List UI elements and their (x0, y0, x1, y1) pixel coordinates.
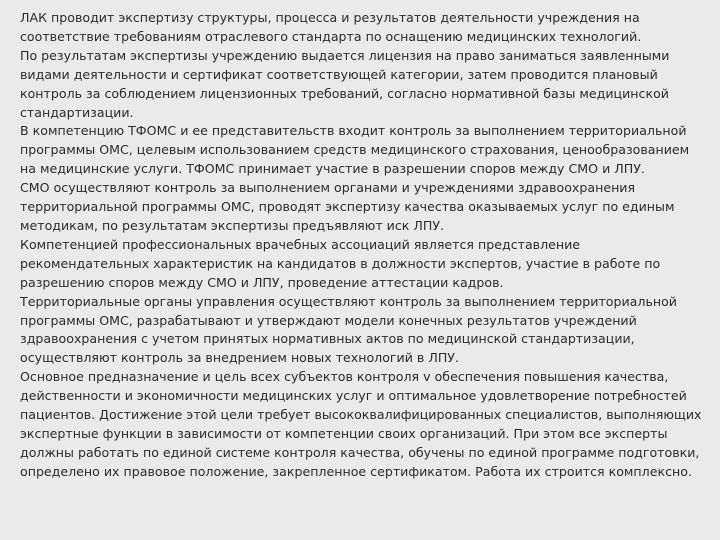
paragraph-professional-associations: Компетенцией профессиональных врачебных ассоциаций является представление рекомендательных характеристик на кандидатов в должности экспертов, участие в работе по разрешению споров между СМО и ЛПУ, проведение аттестации кадров. (20, 236, 661, 290)
paragraph-territorial-authorities: Территориальные органы управления осуществляют контроль за выполнением территориальной программы ОМС, разрабатывают и утверждают модели конечных результатов учреждений здравоохранения с учетом принятых нормативных актов по медицинской стандартизации, осуществляют контроль за внедрением новых технологий в ЛПУ. (20, 293, 677, 366)
document-text (20, 9, 706, 482)
paragraph-tfoms-competence: В компетенцию ТФОМС и ее представительств входит контроль за выполнением территориальной программы ОМС, целевым использованием средств медицинского страхования, ценообразованием на медицинские услуги. ТФОМС принимает участие в разрешении споров между СМО и ЛПУ. (20, 123, 690, 177)
paragraph-license-result: По результатам экспертизы учреждению выдается лицензия на право заниматься заявленными видами деятельности и сертификат соответствующей категории, затем проводится плановый контроль за соблюдением лицензионных требований, согласно нормативной базы медицинской стандартизации. (20, 47, 670, 120)
paragraph-main-purpose: Основное предназначение и цель всех субъектов контроля v обеспечения повышения качества, действенности и экономичности медицинских услуг и оптимальное удовлетворение потребностей пациентов. Достижение этой цели требует высококвалифицированных специалистов, выполняющих экспертные функции в зависимости от компетенции своих организаций. При этом все эксперты должны работать по единой системе контроля качества, обучены по единой программе подготовки, определено их правовое положение, закрепленное сертификатом. Работа их строится комплексно. (20, 369, 702, 479)
paragraph-smo-control: СМО осуществляют контроль за выполнением органами и учреждениями здравоохранения территориальной программы ОМС, проводят экспертизу качества оказываемых услуг по единым методикам, по результатам экспертизы предъявляют иск ЛПУ. (20, 180, 675, 233)
paragraph-lak-expertise: ЛАК проводит экспертизу структуры, процесса и результатов деятельности учреждения на соответствие требованиям отраслевого стандарта по оснащению медицинских технологий. (20, 10, 642, 44)
